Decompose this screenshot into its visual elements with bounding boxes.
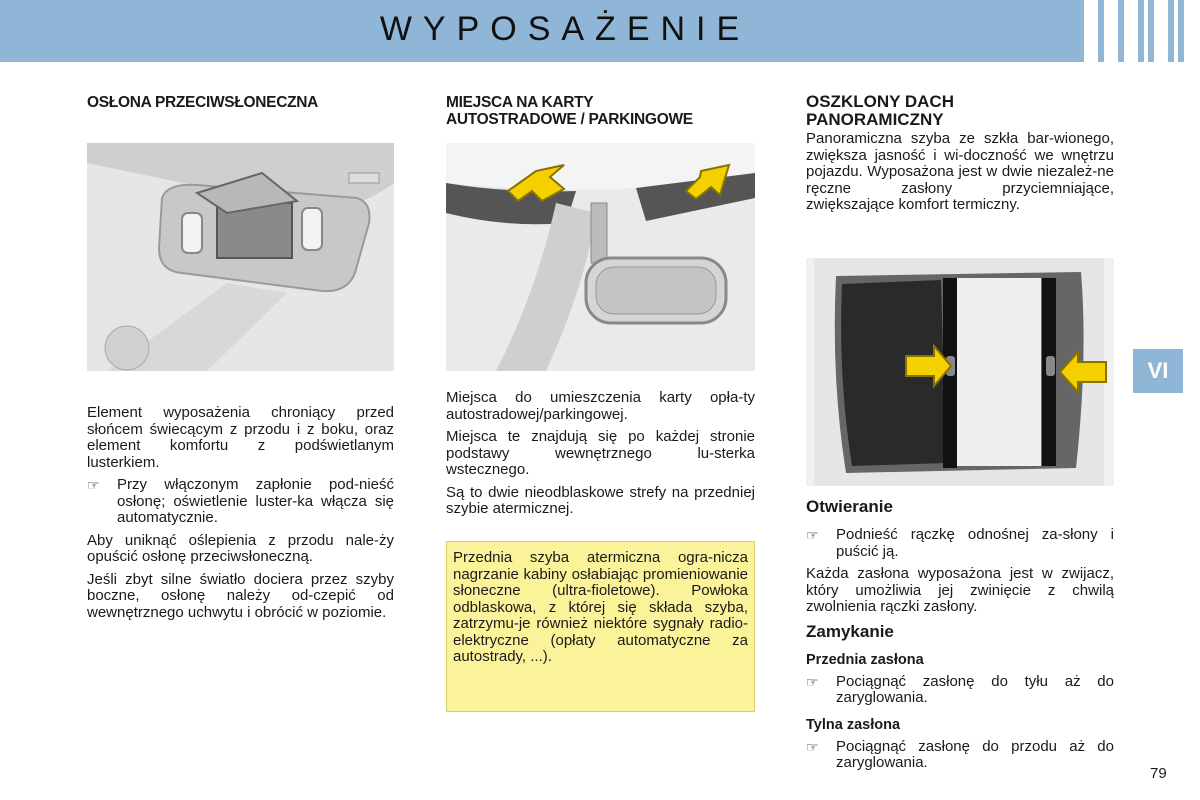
- chapter-tab: VI: [1133, 349, 1183, 393]
- paragraph: Są to dwie nieodblaskowe strefy na przedniej szybie atermicznej.: [446, 483, 755, 517]
- pointing-hand-icon: ☞: [806, 673, 819, 690]
- paragraph: Jeśli zbyt silne światło dociera przez szyby boczne, osłonę należy od-czepić od wewnętrznego uchwytu i obrócić w poziomie.: [87, 570, 394, 621]
- section-heading-line1: MIEJSCA NA KARTY: [446, 94, 594, 111]
- paragraph: Miejsca do umieszczenia karty opła-ty autostradowej/parkingowej.: [446, 389, 755, 423]
- note-text: Przednia szyba atermiczna ogra-nicza nagrzanie kabiny osłabiając promieniowanie słoneczne (ultra-fioletowe). Powłoka odblaskowa, z której się składa szyba, zatrzymu-je również niektóre sygnały radio-elektryczne (opłaty automatyczne za autostrady, ...).: [453, 549, 748, 665]
- bullet-item: [87, 477, 394, 527]
- windscreen-illustration: [446, 143, 755, 371]
- paragraph: Miejsca te znajdują się po każdej stronie podstawy wewnętrznego lu-sterka wstecznego.: [446, 428, 755, 478]
- athermic-windscreen-note: [446, 541, 755, 712]
- front-blind-heading: Przednia zasłona: [806, 651, 924, 668]
- page-number: 79: [1150, 765, 1167, 782]
- roof-operation-text: [806, 497, 1114, 778]
- sun-visor-section: [87, 90, 394, 111]
- bullet-item: [806, 527, 1114, 560]
- pointing-hand-icon: ☞: [806, 738, 819, 755]
- opening-heading: Otwieranie: [806, 497, 893, 516]
- paragraph: Każda zasłona wyposażona jest w zwijacz, który umożliwia jej zwinięcie z chwilą zwolnienia rączki zasłony.: [806, 565, 1114, 615]
- section-heading: OSŁONA PRZECIWSŁONECZNA: [87, 94, 319, 111]
- rear-blind-heading: Tylna zasłona: [806, 716, 901, 733]
- page-title: WYPOSAŻENIE: [379, 10, 751, 48]
- paragraph: Panoramiczna szyba ze szkła bar-wionego, zwiększa jasność i wi-doczność we wnętrzu pojazdu. Wyposażona jest w dwie niezależ-ne ręczne zasłony przyciemniające, zwiększające komfort termiczny.: [806, 130, 1114, 213]
- paragraph: Aby uniknąć oślepienia z przodu nale-ży opuścić osłonę przeciwsłoneczną.: [87, 531, 394, 565]
- panoramic-roof-illustration: [806, 258, 1114, 486]
- page-header: [0, 0, 1200, 62]
- bullet-text: Pociągnąć zasłonę do tyłu aż do zaryglowania.: [836, 672, 1114, 706]
- bullet-text: Podnieść rączkę odnośnej za-słony i puścić ją.: [836, 526, 1114, 560]
- bullet-text: Pociągnąć zasłonę do przodu aż do zaryglowania.: [836, 737, 1114, 771]
- bullet-item: [806, 674, 1114, 707]
- sun-visor-text: [87, 405, 394, 627]
- paragraph: Element wyposażenia chroniący przed słońcem świecącym z przodu i z boku, oraz element komfortu z podświetlanym lusterkiem.: [87, 404, 394, 471]
- pointing-hand-icon: ☞: [806, 527, 819, 543]
- sun-visor-illustration: [87, 143, 394, 371]
- pointing-hand-icon: ☞: [87, 477, 100, 493]
- panoramic-roof-section: [806, 90, 1114, 220]
- bullet-text: Przy włączonym zapłonie pod-nieść osłonę; oświetlenie luster-ka włącza się automatycznie.: [117, 476, 394, 526]
- section-heading-line2: PANORAMICZNY: [806, 110, 944, 129]
- bullet-item: [806, 739, 1114, 772]
- section-heading-line1: OSZKLONY DACH: [806, 92, 954, 111]
- closing-heading: Zamykanie: [806, 621, 894, 641]
- section-heading-line2: AUTOSTRADOWE / PARKINGOWE: [446, 111, 693, 128]
- header-decoration: [1084, 0, 1200, 62]
- toll-card-text: [446, 390, 755, 524]
- toll-card-section: [446, 90, 755, 128]
